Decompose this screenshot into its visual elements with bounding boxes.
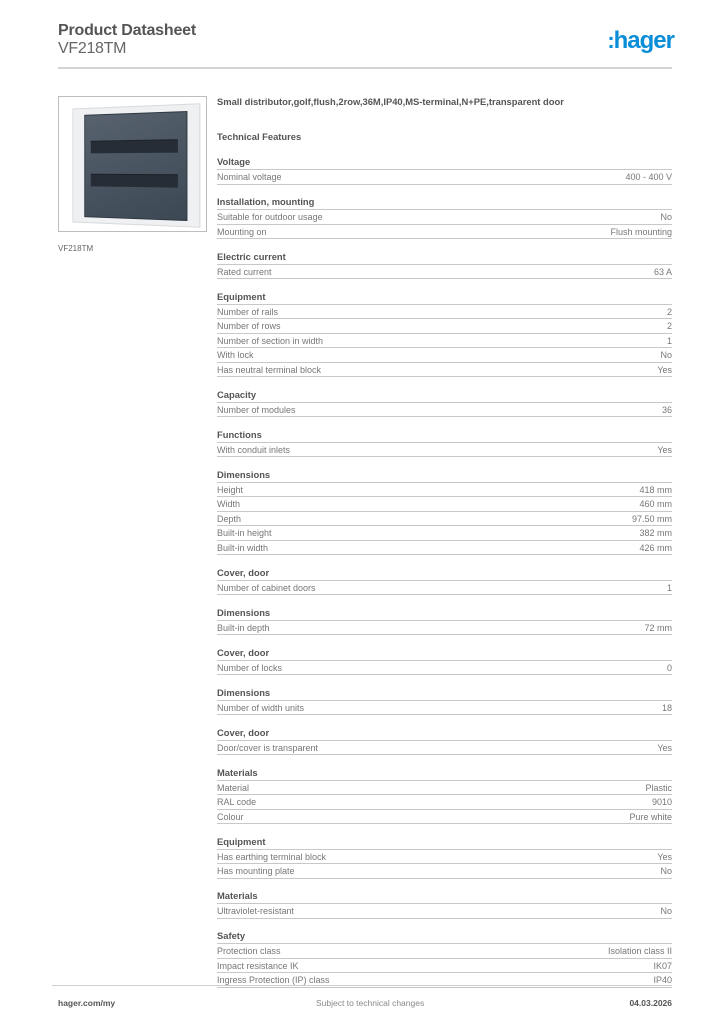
feature-value: 18 (661, 702, 672, 713)
image-caption: VF218TM (58, 244, 94, 253)
feature-value: 97.50 mm (631, 513, 672, 524)
feature-label: Protection class (217, 946, 281, 956)
footer-disclaimer: Subject to technical changes (316, 998, 425, 1008)
feature-value: Yes (657, 742, 672, 753)
hager-logo (607, 29, 674, 53)
feature-label: Has earthing terminal block (217, 851, 327, 862)
feature-label: Ultraviolet-resistant (217, 906, 295, 916)
feature-group (217, 767, 672, 825)
feature-value: Flush mounting (610, 226, 672, 237)
feature-value: 1 (666, 335, 672, 346)
feature-label: Number of rails (217, 306, 279, 317)
feature-group (217, 291, 672, 378)
feature-row (217, 581, 672, 596)
feature-value: No (660, 866, 672, 876)
feature-value: 63 A (653, 266, 672, 277)
feature-row (217, 497, 672, 512)
feature-group (217, 251, 672, 280)
feature-value: IP40 (653, 975, 672, 985)
feature-group (217, 727, 672, 756)
feature-row (217, 526, 672, 541)
footer-date: 04.03.2026 (629, 998, 672, 1008)
distributor-box-illustration (72, 103, 200, 228)
group-title: Installation, mounting (217, 196, 672, 210)
feature-value: 9010 (651, 797, 672, 807)
feature-row (217, 741, 672, 756)
feature-label: Number of locks (217, 662, 283, 673)
group-title: Functions (217, 429, 672, 443)
feature-row (217, 864, 672, 879)
group-title: Materials (217, 767, 672, 781)
feature-row (217, 541, 672, 556)
feature-value: Yes (657, 851, 672, 862)
feature-value: Isolation class II (607, 946, 672, 956)
feature-value: Pure white (629, 811, 672, 822)
feature-label: Ingress Protection (IP) class (217, 975, 330, 985)
group-title: Electric current (217, 251, 672, 265)
transparent-door-illustration (84, 111, 187, 221)
feature-row (217, 701, 672, 716)
feature-label: Height (217, 484, 244, 495)
feature-row (217, 795, 672, 810)
feature-row (217, 225, 672, 240)
feature-value: 36 (661, 404, 672, 415)
feature-label: Colour (217, 811, 244, 822)
feature-value: 72 mm (644, 622, 672, 633)
logo-colon: : (607, 28, 614, 53)
feature-label: Has mounting plate (217, 866, 295, 876)
feature-row (217, 305, 672, 320)
feature-value: 460 mm (639, 499, 672, 509)
header-divider (58, 67, 672, 69)
feature-row (217, 265, 672, 280)
feature-group (217, 429, 672, 458)
feature-label: Has neutral terminal block (217, 364, 322, 375)
technical-features-title: Technical Features (217, 131, 302, 142)
feature-row (217, 904, 672, 919)
feature-value: 426 mm (639, 542, 672, 553)
feature-row (217, 170, 672, 185)
feature-label: With conduit inlets (217, 444, 291, 455)
group-title: Equipment (217, 291, 672, 305)
feature-row (217, 661, 672, 676)
feature-label: Number of rows (217, 321, 281, 331)
feature-group (217, 469, 672, 556)
product-image (58, 96, 207, 232)
feature-label: Nominal voltage (217, 172, 282, 182)
footer-divider (52, 985, 672, 986)
feature-label: Material (217, 782, 250, 793)
feature-row (217, 348, 672, 363)
feature-value: 0 (666, 662, 672, 673)
feature-row (217, 210, 672, 225)
feature-label: Depth (217, 513, 242, 524)
group-title: Dimensions (217, 469, 672, 483)
feature-group (217, 687, 672, 716)
feature-row (217, 810, 672, 825)
feature-label: RAL code (217, 797, 257, 807)
feature-value: No (660, 212, 672, 222)
product-description: Small distributor,golf,flush,2row,36M,IP40,MS-terminal,N+PE,transparent door (217, 96, 564, 107)
feature-label: Number of section in width (217, 335, 324, 346)
feature-row (217, 944, 672, 959)
feature-group (217, 156, 672, 185)
feature-value: No (660, 906, 672, 916)
feature-value: 382 mm (639, 528, 672, 538)
feature-value: 1 (666, 582, 672, 593)
group-title: Voltage (217, 156, 672, 170)
feature-row (217, 319, 672, 334)
group-title: Safety (217, 930, 672, 944)
footer-website: hager.com/my (58, 998, 116, 1008)
feature-label: Door/cover is transparent (217, 742, 319, 753)
feature-label: Rated current (217, 266, 272, 277)
document-title: Product Datasheet (58, 22, 196, 39)
feature-group (217, 196, 672, 239)
feature-label: Number of modules (217, 404, 296, 415)
feature-label: Width (217, 499, 241, 509)
feature-label: Number of cabinet doors (217, 582, 316, 593)
feature-row (217, 850, 672, 865)
feature-value: 418 mm (639, 484, 672, 495)
feature-group (217, 607, 672, 636)
feature-label: Mounting on (217, 226, 267, 237)
feature-value: No (660, 350, 672, 360)
feature-row (217, 621, 672, 636)
feature-label: Built-in height (217, 528, 272, 538)
product-code: VF218TM (58, 40, 127, 57)
group-title: Dimensions (217, 607, 672, 621)
feature-value: Yes (657, 444, 672, 455)
feature-value: IK07 (653, 960, 672, 971)
module-row-slot (91, 174, 178, 188)
group-title: Cover, door (217, 647, 672, 661)
feature-label: Suitable for outdoor usage (217, 212, 323, 222)
feature-row (217, 363, 672, 378)
group-title: Materials (217, 890, 672, 904)
logo-text: hager (613, 27, 674, 54)
feature-value: 2 (666, 306, 672, 317)
feature-groups (217, 156, 672, 988)
feature-row (217, 334, 672, 349)
feature-group (217, 890, 672, 919)
feature-row (217, 403, 672, 418)
group-title: Dimensions (217, 687, 672, 701)
feature-label: Built-in depth (217, 622, 270, 633)
module-row-slot (91, 139, 178, 153)
feature-label: Impact resistance IK (217, 960, 299, 971)
feature-value: 400 - 400 V (625, 172, 672, 182)
document-header (58, 22, 196, 58)
feature-group (217, 836, 672, 879)
group-title: Equipment (217, 836, 672, 850)
feature-row (217, 443, 672, 458)
feature-label: With lock (217, 350, 254, 360)
datasheet-content (217, 95, 672, 988)
feature-row (217, 512, 672, 527)
feature-row (217, 959, 672, 974)
group-title: Capacity (217, 389, 672, 403)
feature-group (217, 389, 672, 418)
feature-row (217, 483, 672, 498)
feature-label: Built-in width (217, 542, 269, 553)
feature-group (217, 930, 672, 988)
feature-group (217, 647, 672, 676)
feature-row (217, 781, 672, 796)
group-title: Cover, door (217, 567, 672, 581)
feature-group (217, 567, 672, 596)
feature-value: Plastic (645, 782, 672, 793)
group-title: Cover, door (217, 727, 672, 741)
feature-value: Yes (657, 364, 672, 375)
feature-value: 2 (666, 321, 672, 331)
feature-label: Number of width units (217, 702, 305, 713)
